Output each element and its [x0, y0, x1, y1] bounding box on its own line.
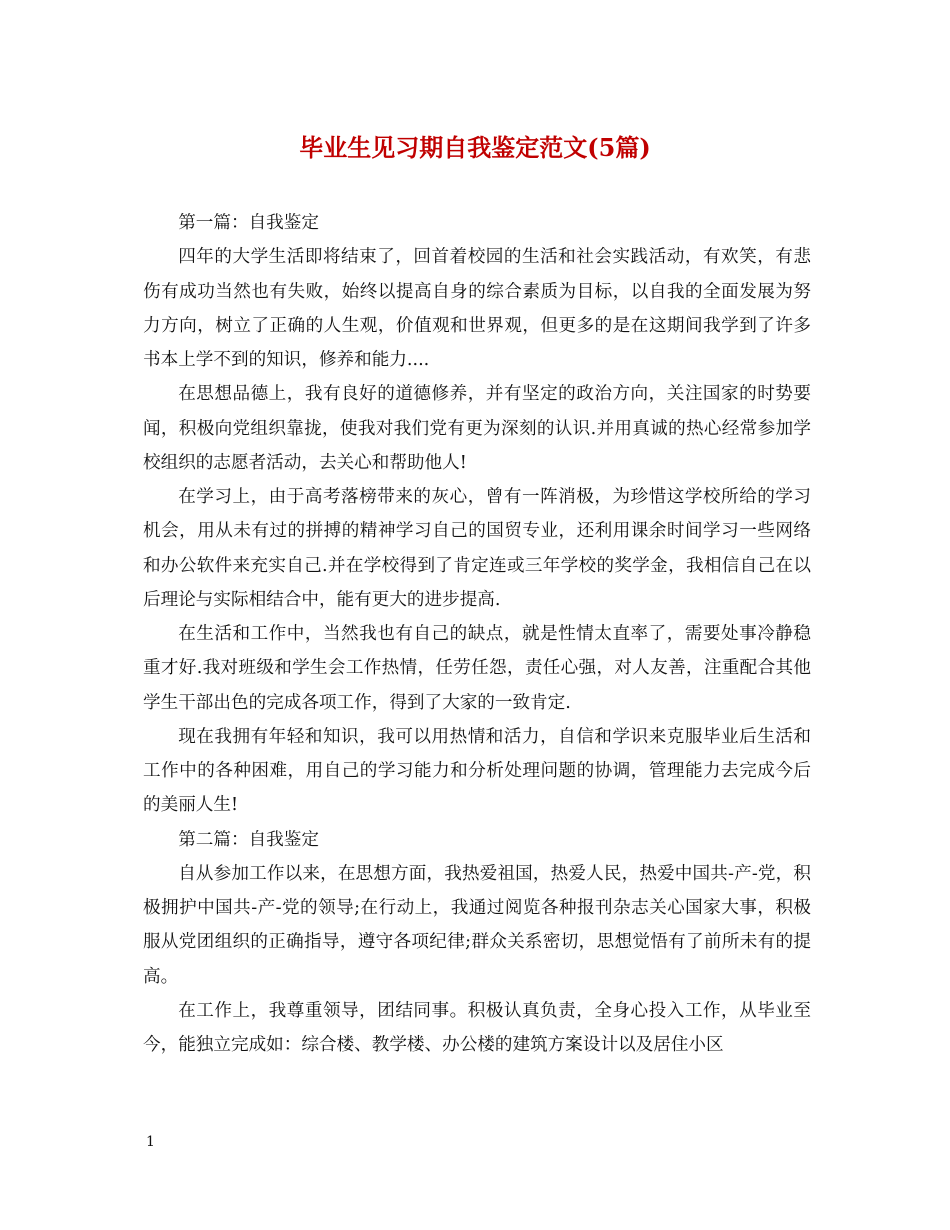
page-number: 1 [146, 1134, 155, 1150]
paragraph: 自从参加工作以来，在思想方面，我热爱祖国，热爱人民，热爱中国共-产-党，积极拥护中国共-产-党的领导;在行动上，我通过阅览各种报刊杂志关心国家大事，积极服从党团组织的正确指导，遵守各项纪律;群众关系密切，思想觉悟有了前所未有的提高。 [143, 863, 811, 987]
paragraph: 在思想品德上，我有良好的道德修养，并有坚定的政治方向，关注国家的时势要闻，积极向党组织靠拢，使我对我们党有更为深刻的认识.并用真诚的热心经常参加学校组织的志愿者活动，去关心和帮助他人! [143, 384, 811, 473]
paragraph: 在生活和工作中，当然我也有自己的缺点，就是性情太直率了，需要处事冷静稳重才好.我对班级和学生会工作热情，任劳任怨，责任心强，对人友善，注重配合其他学生干部出色的完成各项工作，得到了大家的一致肯定. [143, 624, 811, 713]
paragraph: 在工作上，我尊重领导，团结同事。积极认真负责，全身心投入工作，从毕业至今，能独立完成如：综合楼、教学楼、办公楼的建筑方案设计以及居住小区 [143, 1000, 811, 1055]
paragraph: 四年的大学生活即将结束了，回首着校园的生活和社会实践活动，有欢笑，有悲伤有成功当然也有失败，始终以提高自身的综合素质为目标，以自我的全面发展为努力方向，树立了正确的人生观，价值观和世界观，但更多的是在这期间我学到了许多书本上学不到的知识，修养和能力.... [143, 247, 811, 370]
document-title: 毕业生见习期自我鉴定范文(5篇) [299, 133, 651, 162]
paragraph: 在学习上，由于高考落榜带来的灰心，曾有一阵消极，为珍惜这学校所给的学习机会，用从未有过的拼搏的精神学习自己的国贸专业，还利用课余时间学习一些网络和办公软件来充实自己.并在学校得到了肯定连或三年学校的奖学金，我相信自己在以后理论与实际相结合中，能有更大的进步提高. [143, 487, 811, 610]
section-heading-2: 第二篇：自我鉴定 [178, 829, 319, 850]
paragraph: 现在我拥有年轻和知识，我可以用热情和活力，自信和学识来克服毕业后生活和工作中的各种困难，用自己的学习能力和分析处理问题的协调，管理能力去完成今后的美丽人生! [143, 726, 811, 816]
section-heading-1: 第一篇：自我鉴定 [178, 213, 319, 233]
document-body [143, 206, 811, 1062]
